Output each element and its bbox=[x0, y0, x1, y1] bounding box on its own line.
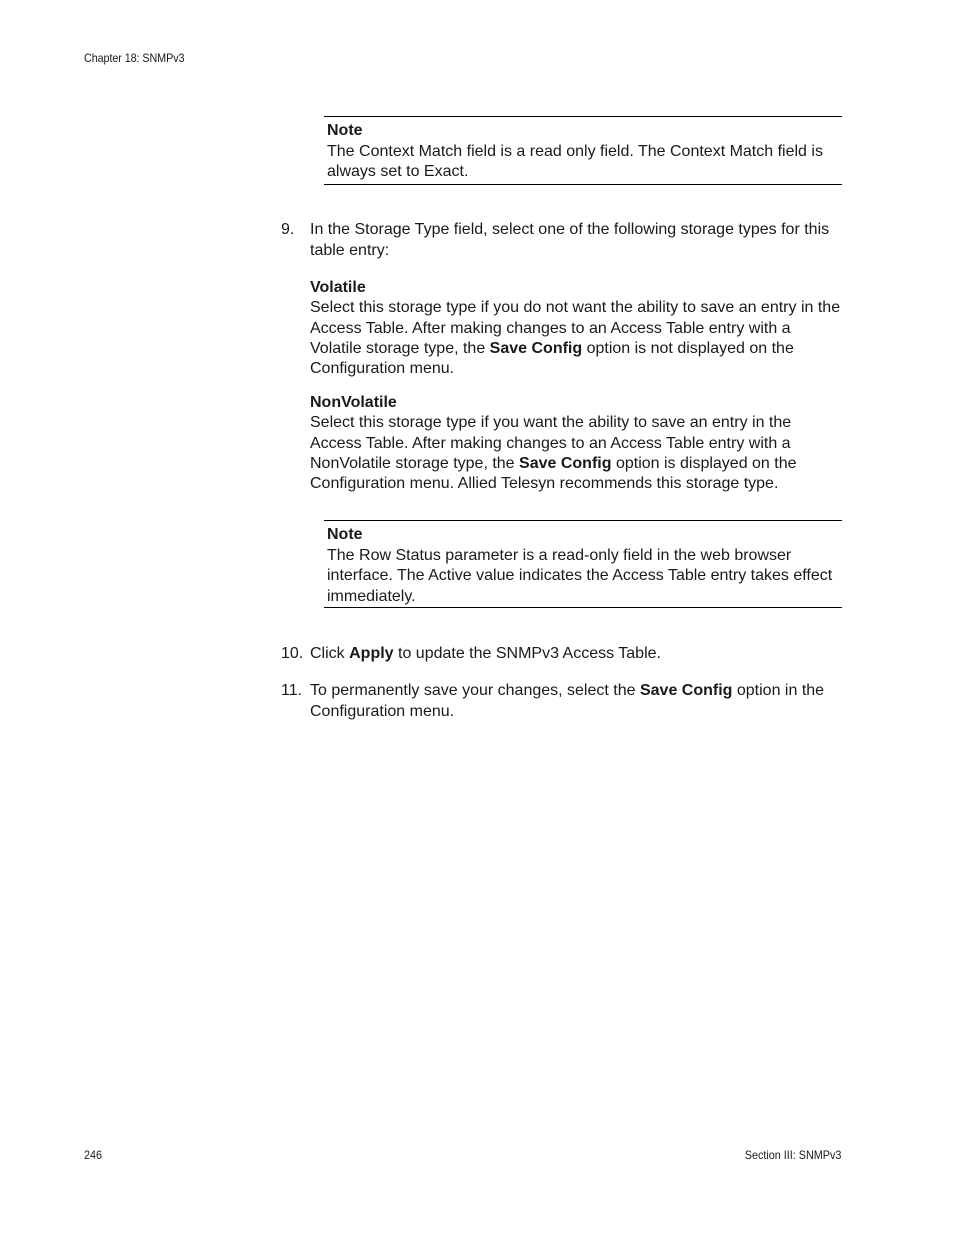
step-number: 10. bbox=[281, 645, 304, 662]
note-text: The Row Status parameter is a read-only field in the web browser interface. The Active value indicates the Access Table entry takes effect immediately. bbox=[327, 546, 833, 605]
step-text: Click Apply to update the SNMPv3 Access Table. bbox=[310, 645, 661, 662]
step-9 bbox=[281, 220, 843, 261]
step-number: 11. bbox=[281, 682, 303, 699]
storage-type-description: Select this storage type if you want the ability to save an entry in the Access Table. After making changes to an Access Table entry with a NonVolatile storage type, the Save Config option is displayed on the Configuration menu. Allied Telesyn recommends this storage type. bbox=[310, 414, 797, 493]
step-10 bbox=[281, 644, 843, 665]
page-number: 246 bbox=[84, 1148, 103, 1162]
storage-type-title: Volatile bbox=[310, 279, 366, 296]
storage-type-volatile bbox=[310, 278, 842, 379]
storage-type-title: NonVolatile bbox=[310, 394, 397, 411]
apply-term: Apply bbox=[349, 645, 394, 662]
step-number: 9. bbox=[281, 221, 295, 238]
note-text: The Context Match field is a read only field. The Context Match field is always set to Exact. bbox=[327, 142, 823, 180]
note-title: Note bbox=[327, 122, 363, 139]
step-text: In the Storage Type field, select one of the following storage types for this table entry: bbox=[310, 221, 830, 259]
step-text: To permanently save your changes, select the Save Config option in the Configuration menu. bbox=[310, 682, 825, 720]
save-config-term: Save Config bbox=[639, 682, 733, 699]
storage-type-nonvolatile bbox=[310, 393, 842, 494]
note-box-row-status bbox=[324, 520, 842, 608]
save-config-term: Save Config bbox=[519, 454, 612, 472]
storage-type-description: Select this storage type if you do not want the ability to save an entry in the Access Table. After making changes to an Access Table entry with a Volatile storage type, the Save Config option is not displayed on the Configuration menu. bbox=[310, 299, 841, 378]
note-title: Note bbox=[327, 526, 363, 543]
note-box-context-match bbox=[324, 116, 842, 185]
running-footer: Section III: SNMPv3 bbox=[744, 1148, 841, 1162]
running-header: Chapter 18: SNMPv3 bbox=[84, 51, 185, 65]
save-config-term: Save Config bbox=[489, 339, 583, 357]
step-11 bbox=[281, 681, 843, 722]
